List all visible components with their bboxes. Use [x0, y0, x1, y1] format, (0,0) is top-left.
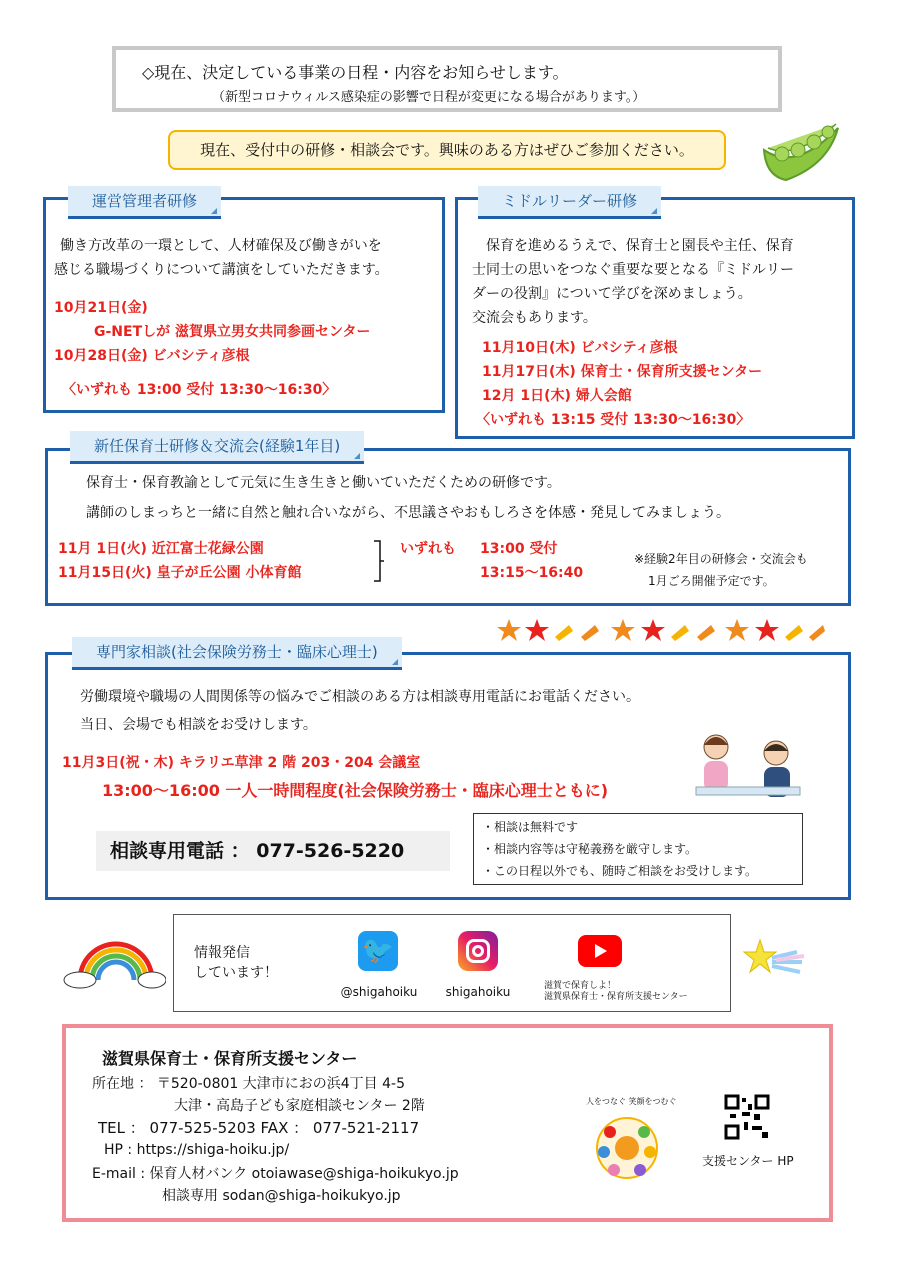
sec3-date2: 11月15日(火) 皇子が丘公園 小体育館	[58, 565, 302, 581]
sec3-note2: 1月ごろ開催予定です。	[648, 574, 775, 588]
instagram-handle[interactable]: shigahoiku	[445, 985, 511, 999]
center-logo-icon	[582, 1098, 672, 1188]
sec3-reception: 13:00 受付	[480, 541, 558, 557]
sec2-date1: 11月10日(木) ビバシティ彦根	[482, 340, 678, 356]
sec3-note1: ※経験2年目の研修会・交流会も	[634, 552, 808, 566]
address-line1: 所在地 ： 〒520-0801 大津市におの浜4丁目 4-5	[92, 1076, 405, 1092]
sec1-date1: 10月21日(金)	[54, 300, 148, 316]
sec2-date2: 11月17日(木) 保育士・保育所支援センター	[482, 364, 763, 380]
twitter-handle[interactable]: @shigahoiku	[340, 985, 418, 999]
qr-label: 支援センター HP	[702, 1154, 794, 1168]
consultation-phone[interactable]: 相談専用電話 ： 077-526-5220	[96, 831, 450, 871]
section-middle-leader-training	[455, 197, 855, 439]
sec3-title: 新任保育士研修＆交流会(経験1年目)	[70, 431, 364, 464]
sec2-title: ミドルリーダー研修	[478, 186, 661, 219]
homepage[interactable]: HP : https://shiga-hoiku.jp/	[104, 1142, 290, 1158]
note-confidential: ・相談内容等は守秘義務を厳守します。	[482, 842, 698, 856]
social-label-line2: しています！	[194, 965, 278, 981]
email-line2[interactable]: 相談専用 sodan@shiga-hoikukyo.jp	[162, 1188, 401, 1204]
youtube-icon[interactable]	[578, 935, 622, 967]
note-free: ・相談は無料です	[482, 820, 579, 834]
twitter-icon[interactable]: 🐦	[358, 931, 398, 971]
sec4-time: 13:00～16:00 一人一時間程度(社会保険労務士・臨床心理士ともに)	[102, 781, 609, 800]
sec1-body2: 感じる職場づくりについて講演をしていただきます。	[54, 262, 389, 278]
notice-line1: ◇現在、決定している事業の日程・内容をお知らせします。	[142, 63, 569, 82]
sec4-date1: 11月3日(祝・木) キラリエ草津 2 階 203・204 会議室	[62, 755, 421, 771]
shooting-star-icon	[742, 936, 842, 980]
autumn-leaves-icon	[497, 617, 827, 645]
tel-fax: TEL ： 077-525-5203 FAX ： 077-521-2117	[98, 1119, 420, 1137]
instagram-icon[interactable]	[458, 931, 498, 971]
sec2-body1: 保育を進めるうえで、保育士と園長や主任、保育	[486, 238, 794, 254]
sec2-time: 〈いずれも 13:15 受付 13:30～16:30〉	[476, 412, 751, 428]
youtube-channel-line2: 滋賀県保育士・保育所支援センター	[544, 992, 688, 1002]
section-new-nursery-teacher-training	[45, 448, 851, 606]
qr-code-icon[interactable]	[724, 1094, 770, 1140]
sec4-title: 専門家相談(社会保険労務士・臨床心理士)	[72, 637, 402, 670]
sec4-body2: 当日、会場でも相談をお受けします。	[80, 717, 317, 733]
consultation-people-icon	[690, 723, 806, 805]
sec1-date2: 10月28日(金) ビバシティ彦根	[54, 348, 250, 364]
org-name: 滋賀県保育士・保育所支援センター	[102, 1049, 358, 1068]
sec3-both: いずれも	[400, 541, 456, 557]
sec1-time: 〈いずれも 13:00 受付 13:30～16:30〉	[62, 382, 337, 398]
sec3-body2: 講師のしまっちと一緒に自然と触れ合いながら、不思議さやおもしろさを体感・発見してみましょう。	[86, 505, 730, 521]
notice-line2: （新型コロナウィルス感染症の影響で日程が変更になる場合があります。）	[212, 90, 646, 105]
rainbow-icon	[62, 930, 166, 990]
sec1-body1: 働き方改革の一環として、人材確保及び働きがいを	[60, 238, 382, 254]
social-label	[194, 943, 278, 983]
youtube-channel[interactable]	[544, 981, 688, 1003]
sec2-body3: ダーの役割』について学びを深めましょう。	[472, 286, 752, 302]
sec3-time: 13:15～16:40	[480, 565, 584, 581]
sec1-title: 運営管理者研修	[68, 186, 221, 219]
top-notice	[112, 46, 782, 112]
sec2-body4: 交流会もあります。	[472, 310, 597, 326]
email-line1[interactable]: E-mail : 保育人材バンク otoiawase@shiga-hoikukyo.jp	[92, 1166, 459, 1182]
social-label-line1: 情報発信	[194, 945, 250, 961]
bracket-icon	[372, 539, 386, 583]
sec4-body1: 労働環境や職場の人間関係等の悩みでご相談のある方は相談専用電話にお電話ください。	[80, 689, 640, 705]
sec1-date1-venue: G-NETしが 滋賀県立男女共同参画センター	[94, 324, 371, 340]
sec2-date3: 12月 1日(木) 婦人会館	[482, 388, 632, 404]
logo-text: 人をつなぐ 笑顔をつむぐ	[586, 1097, 677, 1106]
address-line2: 大津・高島子ども家庭相談センター 2階	[174, 1098, 425, 1114]
section-expert-consultation	[45, 652, 851, 900]
footer-contact	[62, 1024, 833, 1222]
note-anytime: ・この日程以外でも、随時ご相談をお受けします。	[482, 864, 758, 878]
youtube-channel-line1: 滋賀で保育しよ！	[544, 981, 617, 991]
recruit-banner: 現在、受付中の研修・相談会です。興味のある方はぜひご参加ください。	[168, 130, 726, 170]
sec3-date1: 11月 1日(火) 近江富士花緑公園	[58, 541, 264, 557]
sec3-body1: 保育士・保育教諭として元気に生き生きと働いていただくための研修です。	[86, 475, 561, 491]
consultation-notes	[473, 813, 803, 885]
pea-pod-icon	[756, 110, 846, 185]
social-media-panel	[173, 914, 731, 1012]
sec2-body2: 士同士の思いをつなぐ重要な要となる『ミドルリー	[472, 262, 794, 278]
section-management-training	[43, 197, 445, 413]
